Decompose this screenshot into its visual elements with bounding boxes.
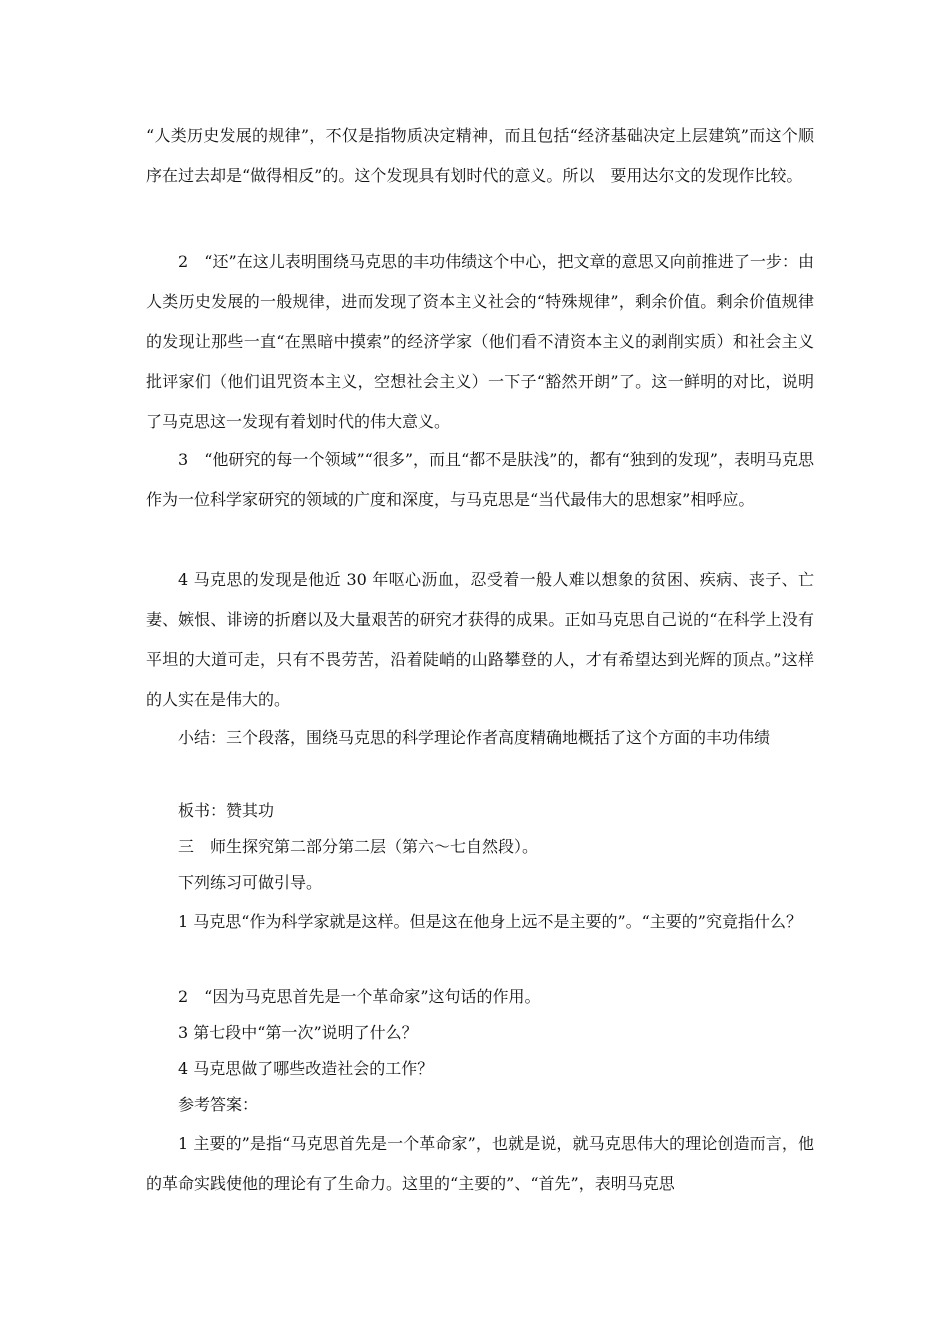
question-4: 4 马克思做了哪些改造社会的工作？ (178, 1059, 434, 1078)
question-1: 1 马克思“作为科学家就是这样。但是这在他身上远不是主要的”。“主要的”究竟指什么？ (178, 912, 802, 931)
paragraph-history-law: “人类历史发展的规律”，不仅是指物质决定精神，而且包括“经济基础决定上层建筑”而这个顺序在过去却是“做得相反”的。这个发现具有划时代的意义。所以 要用达尔文的发现作比较。 (146, 126, 814, 185)
question-3: 3 第七段中“第一次”说明了什么？ (178, 1023, 418, 1042)
answers-title: 参考答案： (178, 1095, 259, 1114)
board-note: 板书：赞其功 (178, 801, 275, 820)
section-heading-three: 三 师生探究第二部分第二层（第六～七自然段）。 (178, 837, 539, 856)
question-2: 2 “因为马克思首先是一个革命家”这句话的作用。 (178, 987, 541, 1006)
exercise-intro: 下列练习可做引导。 (178, 873, 323, 892)
paragraph-summary: 小结：三个段落，围绕马克思的科学理论作者高度精确地概括了这个方面的丰功伟绩 (178, 728, 771, 747)
paragraph-point-4: 4 马克思的发现是他近 30 年呕心沥血，忍受着一般人难以想象的贫困、疾病、丧子、亡妻、嫉恨、诽谤的折磨以及大量艰苦的研究才获得的成果。正如马克思自己说的“在科学上没有平坦的大道可走，只有不畏劳苦，沿着陡峭的山路攀登的人，才有希望达到光辉的顶点。”这样的人实在是伟大的。 (146, 570, 814, 709)
paragraph-point-2: 2 “还”在这儿表明围绕马克思的丰功伟绩这个中心，把文章的意思又向前推进了一步：由人类历史发展的一般规律，进而发现了资本主义社会的“特殊规律”，剩余价值。剩余价值规律的发现让那些一直“在黑暗中摸索”的经济学家（他们看不清资本主义的剥削实质）和社会主义批评家们（他们诅咒资本主义，空想社会主义）一下子“豁然开朗”了。这一鲜明的对比，说明了马克思这一发现有着划时代的伟大意义。 (146, 252, 814, 431)
answer-1: 1 主要的”是指“马克思首先是一个革命家”，也就是说，就马克思伟大的理论创造而言，他的革命实践使他的理论有了生命力。这里的“主要的”、“首先”，表明马克思 (146, 1134, 814, 1193)
paragraph-point-3: 3 “他研究的每一个领域”“很多”，而且“都不是肤浅”的，都有“独到的发现”，表明马克思作为一位科学家研究的领域的广度和深度，与马克思是“当代最伟大的思想家”相呼应。 (146, 450, 814, 509)
